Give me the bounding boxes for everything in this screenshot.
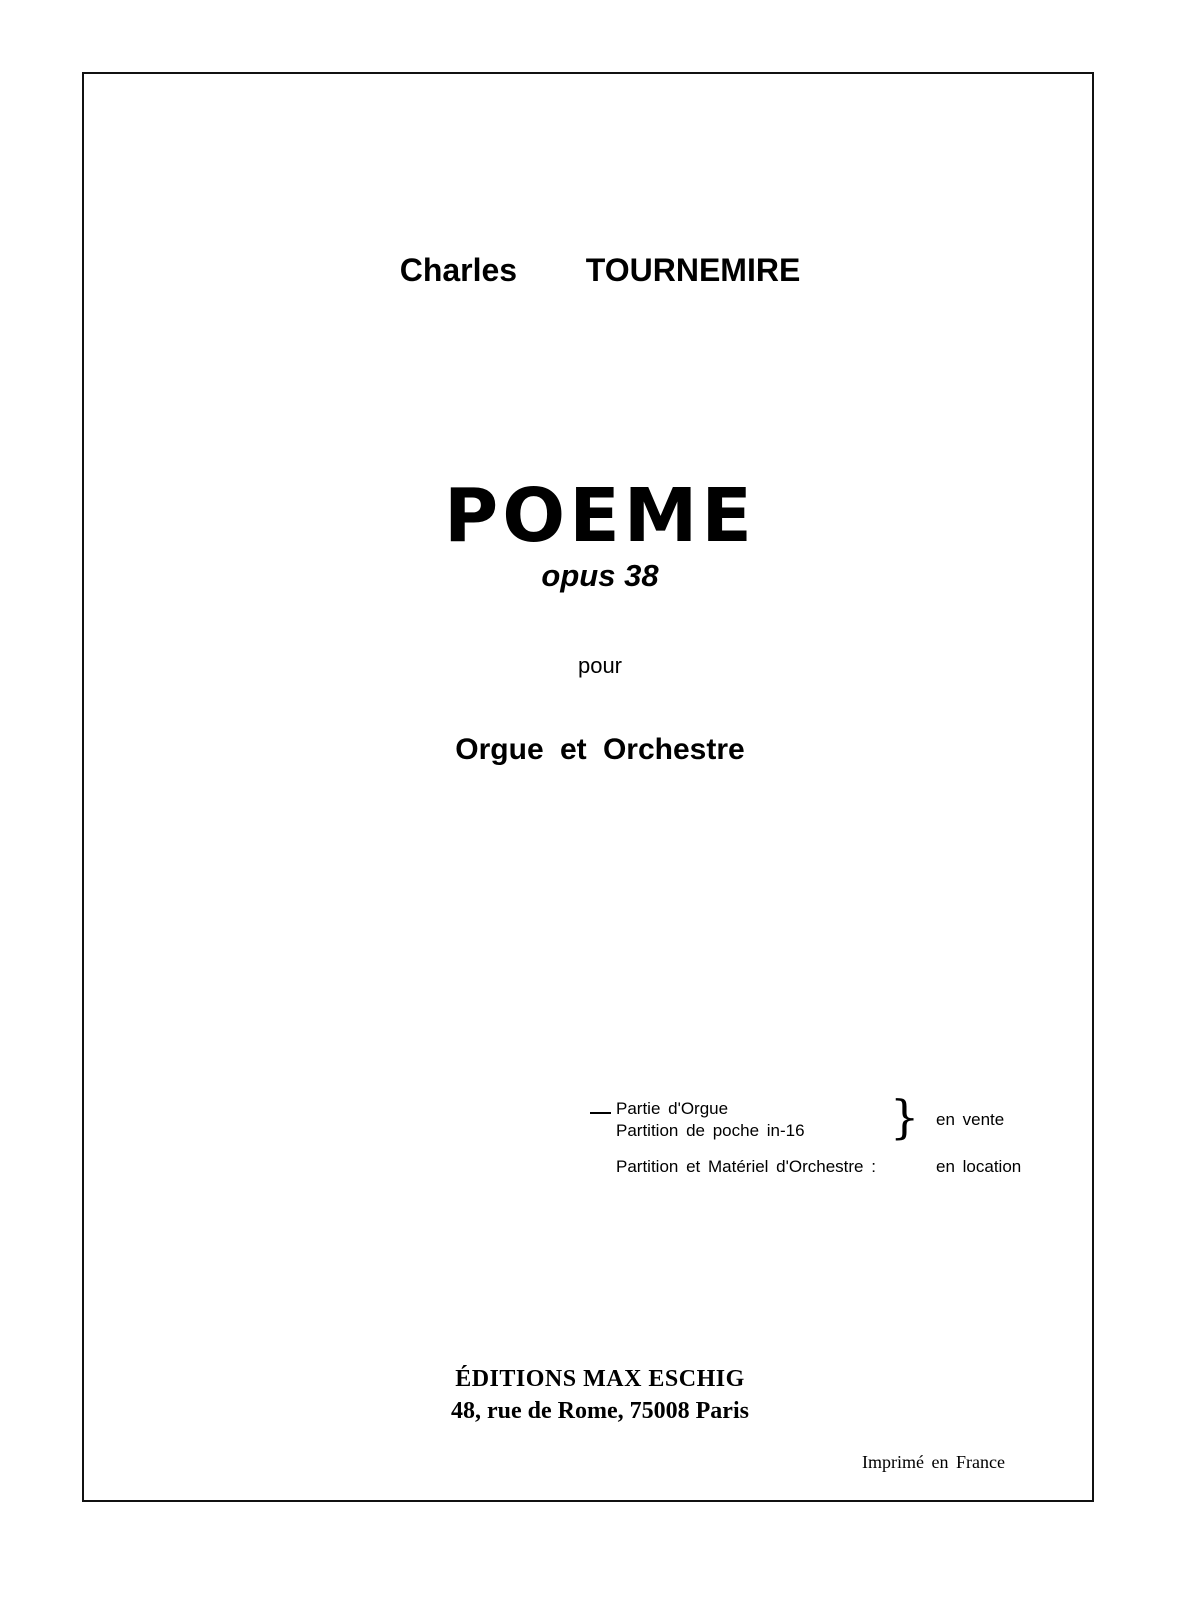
organ-part-line: Partie d'Orgue — [616, 1099, 729, 1118]
brace-symbol: } — [890, 1090, 920, 1144]
list-dash — [590, 1112, 611, 1114]
opus-number: opus 38 — [541, 558, 659, 593]
orchestra-material-line: Partition et Matériel d'Orchestre : — [616, 1157, 876, 1176]
publisher-address: 48, rue de Rome, 75008 Paris — [451, 1398, 749, 1424]
work-title: POEME — [444, 473, 756, 559]
pour-label: pour — [577, 653, 623, 678]
for-sale-label: en vente — [936, 1110, 1005, 1129]
imprint-note: Imprimé en France — [862, 1452, 1005, 1472]
pocket-score-line: Partition de poche in-16 — [616, 1121, 805, 1140]
publisher-name: ÉDITIONS MAX ESCHIG — [455, 1366, 745, 1392]
composer-name: Charles TOURNEMIRE — [399, 252, 801, 288]
instrumentation: Orgue et Orchestre — [455, 733, 745, 766]
for-rental-label: en location — [936, 1157, 1022, 1176]
